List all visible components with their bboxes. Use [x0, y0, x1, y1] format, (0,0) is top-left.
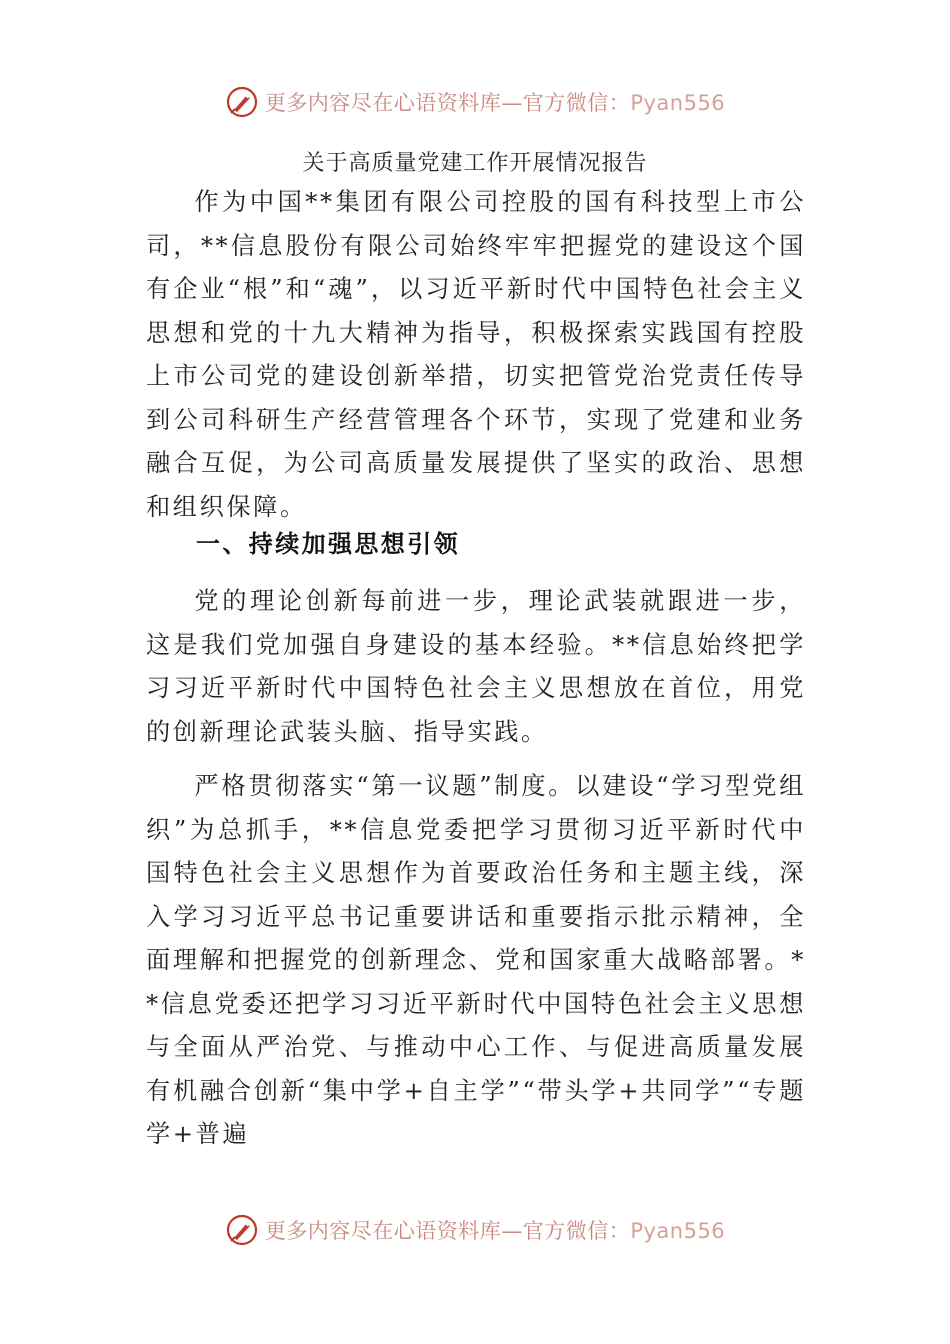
section-paragraph: 严格贯彻落实“第一议题”制度。以建设“学习型党组织”为总抓手，**信息党委把学习贯彻习近平新时代中国特色社会主义思想作为首要政治任务和主题主线，深入学习习近平总书记重要讲话和重要指示批示精神，全面理解和把握党的创新理念、党和国家重大战略部署。**信息党委还把学习习近平新时代中国特色社会主义思想与全面从严治党、与推动中心工作、与促进高质量发展有机融合创新“集中学+自主学”“带头学+共同学”“专题学+普遍 [146, 772, 806, 1148]
pen-nib-logo-icon [225, 85, 259, 119]
watermark-text: 更多内容尽在心语资料库—官方微信：Pyan556 [264, 1219, 726, 1243]
section-heading: 一、持续加强思想引领 [196, 530, 460, 558]
pen-nib-logo-icon [225, 1213, 259, 1247]
watermark-footer [0, 1210, 950, 1250]
watermark-header [0, 82, 950, 122]
document-title: 关于高质量党建工作开展情况报告 [302, 151, 648, 176]
intro-paragraph: 作为中国**集团有限公司控股的国有科技型上市公司，**信息股份有限公司始终牢牢把握党的建设这个国有企业“根”和“魂”，以习近平新时代中国特色社会主义思想和党的十九大精神为指导，积极探索实践国有控股上市公司党的建设创新举措，切实把管党治党责任传导到公司科研生产经营管理各个环节，实现了党建和业务融合互促，为公司高质量发展提供了坚实的政治、思想和组织保障。 [146, 188, 806, 521]
section-paragraph: 党的理论创新每前进一步，理论武装就跟进一步，这是我们党加强自身建设的基本经验。**信息始终把学习习近平新时代中国特色社会主义思想放在首位，用党的创新理论武装头脑、指导实践。 [146, 587, 806, 746]
watermark-text: 更多内容尽在心语资料库—官方微信：Pyan556 [264, 91, 726, 115]
